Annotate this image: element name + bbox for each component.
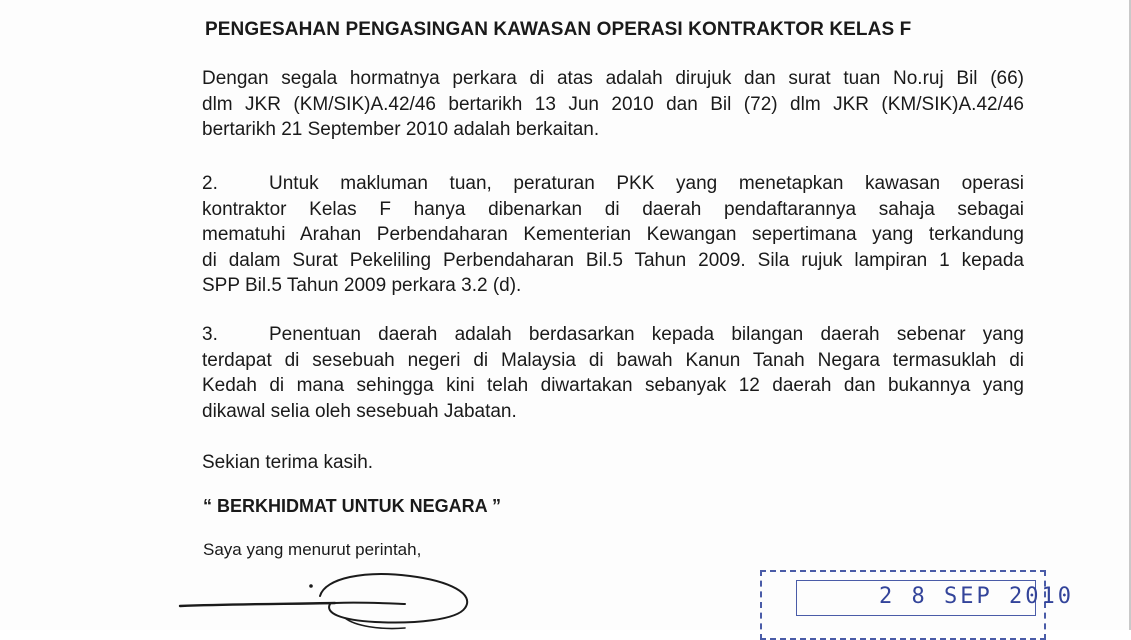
paragraph-line-text: Penentuan daerah adalah berdasarkan kepada bilangan daerah sebenar yang <box>269 324 1024 345</box>
document-title: PENGESAHAN PENGASINGAN KAWASAN OPERASI KONTRAKTOR KELAS F <box>205 19 912 40</box>
thanks-text: Sekian terima kasih. <box>202 452 374 473</box>
paragraph-line: Kedah di mana sehingga kini telah diwartakan sebanyak 12 daerah dan bukannya yang <box>202 375 1024 396</box>
stamp-inner-frame <box>796 580 1074 616</box>
paragraph-line-first <box>202 322 1024 348</box>
stamp-date: 2 8 SEP 2010 <box>879 584 1074 609</box>
paragraph-1 <box>202 66 1024 143</box>
paragraph-line: terdapat di sesebuah negeri di Malaysia di bawah Kanun Tanah Negara termasuklah di <box>202 349 1024 371</box>
paragraph-line: dikawal selia oleh sesebuah Jabatan. <box>202 400 517 422</box>
closing-line: Saya yang menurut perintah, <box>203 540 422 559</box>
paragraph-number: 2. <box>202 173 218 194</box>
paragraph-line: mematuhi Arahan Perbendaharan Kementerian Kewangan sepertimana yang terkandung <box>202 224 1024 245</box>
paragraph-line: di dalam Surat Pekeliling Perbendaharan Bil.5 Tahun 2009. Sila rujuk lampiran 1 kepada <box>202 249 1024 271</box>
paragraph-number: 3. <box>202 324 218 345</box>
paragraph-line: dlm JKR (KM/SIK)A.42/46 bertarikh 13 Jun 2010 dan Bil (72) dlm JKR (KM/SIK)A.42/46 <box>202 93 1024 115</box>
signature-scribble <box>175 568 515 630</box>
received-stamp <box>760 570 1074 630</box>
motto: “ BERKHIDMAT UNTUK NEGARA ” <box>203 496 501 516</box>
paragraph-line: bertarikh 21 September 2010 adalah berkaitan. <box>202 119 600 140</box>
paragraph-line: SPP Bil.5 Tahun 2009 perkara 3.2 (d). <box>202 275 522 296</box>
paragraph-2 <box>202 171 1024 299</box>
paragraph-line: kontraktor Kelas F hanya dibenarkan di daerah pendaftarannya sahaja sebagai <box>202 198 1024 220</box>
thanks-line <box>202 450 1024 476</box>
paragraph-3 <box>202 322 1024 424</box>
paragraph-line: Dengan segala hormatnya perkara di atas adalah dirujuk dan surat tuan No.ruj Bil (66) <box>202 68 1024 89</box>
paragraph-line-first <box>202 171 1024 197</box>
paragraph-line-text: Untuk makluman tuan, peraturan PKK yang menetapkan kawasan operasi <box>269 173 1024 194</box>
